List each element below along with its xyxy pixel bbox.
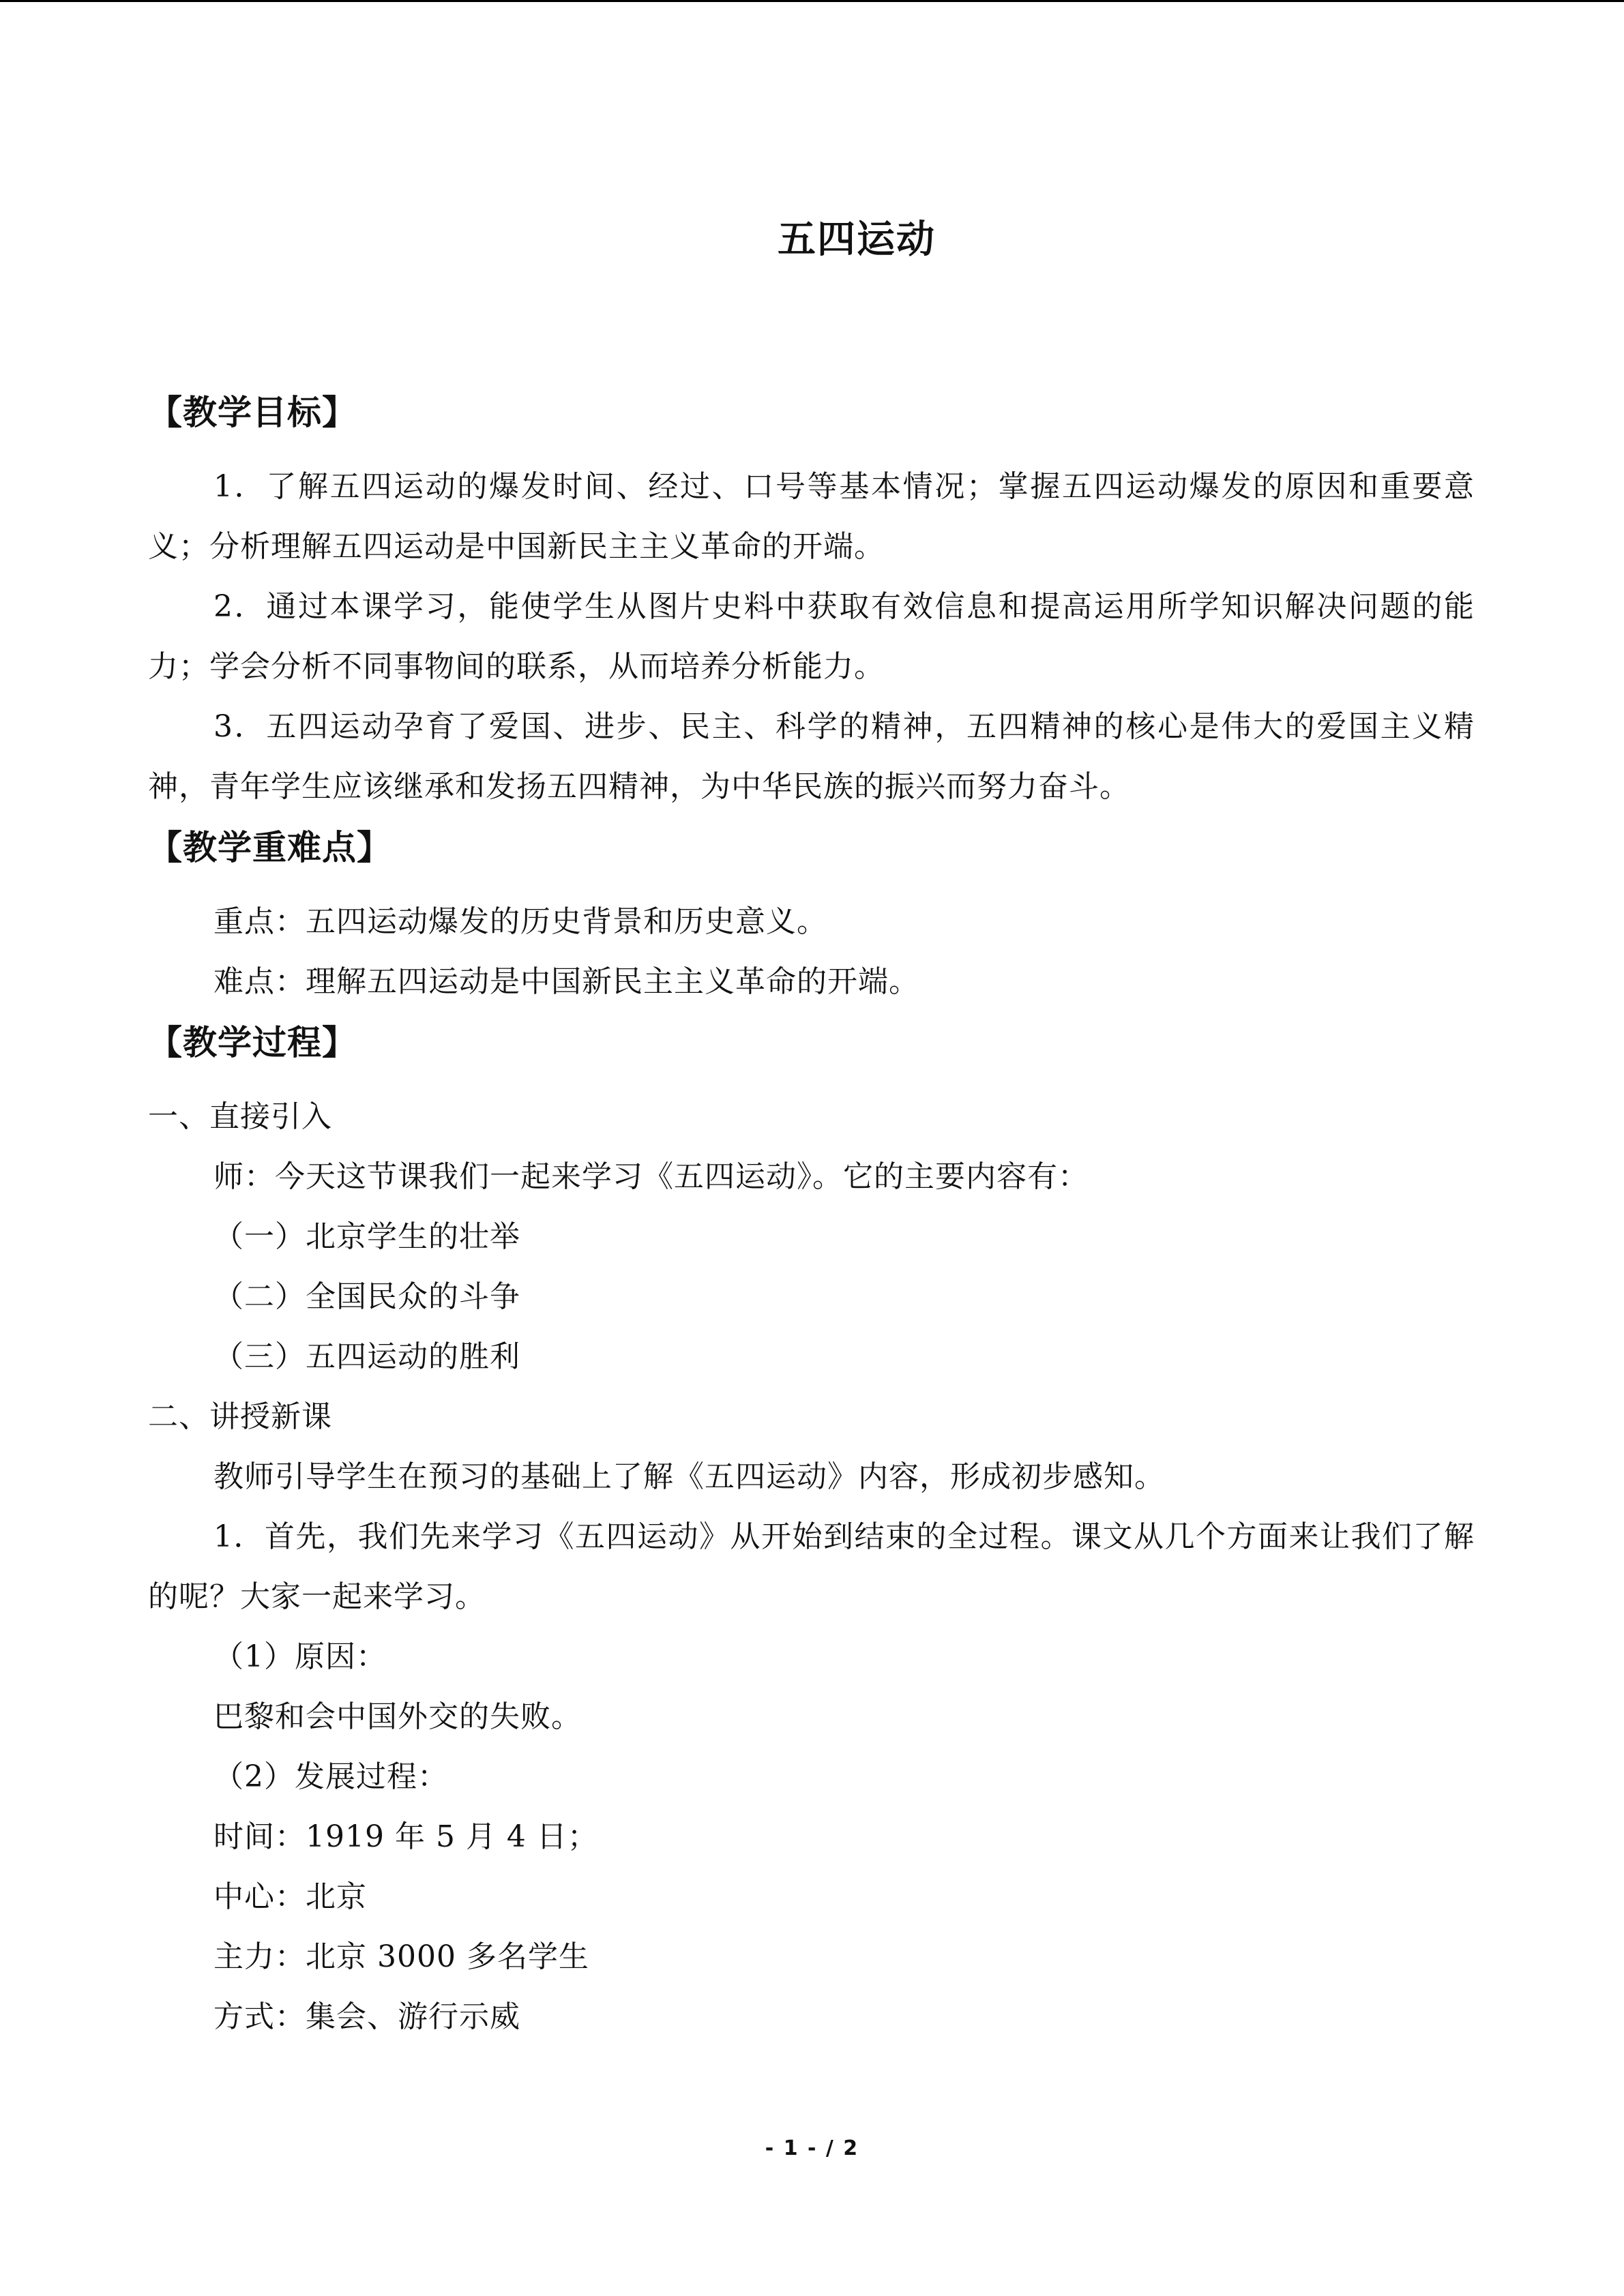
development-method: 方式：集会、游行示威 xyxy=(213,1999,520,2034)
process-part2-title: 二、讲授新课 xyxy=(148,1399,332,1434)
development-center: 中心：北京 xyxy=(213,1879,367,1914)
cause-label: （1）原因： xyxy=(213,1639,387,1674)
process-part1-item-1: （一）北京学生的壮举 xyxy=(213,1219,520,1254)
heading-key-points: 【教学重难点】 xyxy=(148,828,392,867)
objective-item-3: 3．五四运动孕育了爱国、进步、民主、科学的精神，五四精神的核心是伟大的爱国主义精神，青年学生应该继承和发扬五四精神，为中华民族的振兴而努力奋斗。 xyxy=(148,709,1475,804)
process-part2-step1: 1．首先，我们先来学习《五四运动》从开始到结束的全过程。课文从几个方面来让我们了解的呢？大家一起来学习。 xyxy=(148,1519,1475,1614)
process-part2-intro: 教师引导学生在预习的基础上了解《五四运动》内容，形成初步感知。 xyxy=(213,1459,1165,1494)
development-time: 时间：1919 年 5 月 4 日； xyxy=(213,1819,598,1854)
objective-item-1: 1．了解五四运动的爆发时间、经过、口号等基本情况；掌握五四运动爆发的原因和重要意义；分析理解五四运动是中国新民主主义革命的开端。 xyxy=(148,469,1475,564)
document-body xyxy=(148,382,1475,2047)
development-label: （2）发展过程： xyxy=(213,1759,448,1794)
process-part1-title: 一、直接引入 xyxy=(148,1099,332,1134)
document-title: 五四运动 xyxy=(778,218,936,262)
process-part1-item-3: （三）五四运动的胜利 xyxy=(213,1339,520,1374)
process-part1-intro: 师：今天这节课我们一起来学习《五四运动》。它的主要内容有： xyxy=(213,1159,1089,1194)
page-number: - 1 - / 2 xyxy=(765,2136,859,2160)
heading-process: 【教学过程】 xyxy=(148,1023,357,1062)
key-point-focus: 重点：五四运动爆发的历史背景和历史意义。 xyxy=(213,904,827,939)
process-part1-item-2: （二）全国民众的斗争 xyxy=(213,1279,520,1314)
cause-text: 巴黎和会中国外交的失败。 xyxy=(213,1699,582,1734)
heading-objectives: 【教学目标】 xyxy=(148,393,357,432)
objective-item-2: 2．通过本课学习，能使学生从图片史料中获取有效信息和提高运用所学知识解决问题的能力；学会分析不同事物间的联系，从而培养分析能力。 xyxy=(148,589,1475,684)
development-main-force: 主力：北京 3000 多名学生 xyxy=(213,1939,589,1974)
key-point-difficulty: 难点：理解五四运动是中国新民主主义革命的开端。 xyxy=(213,964,919,999)
